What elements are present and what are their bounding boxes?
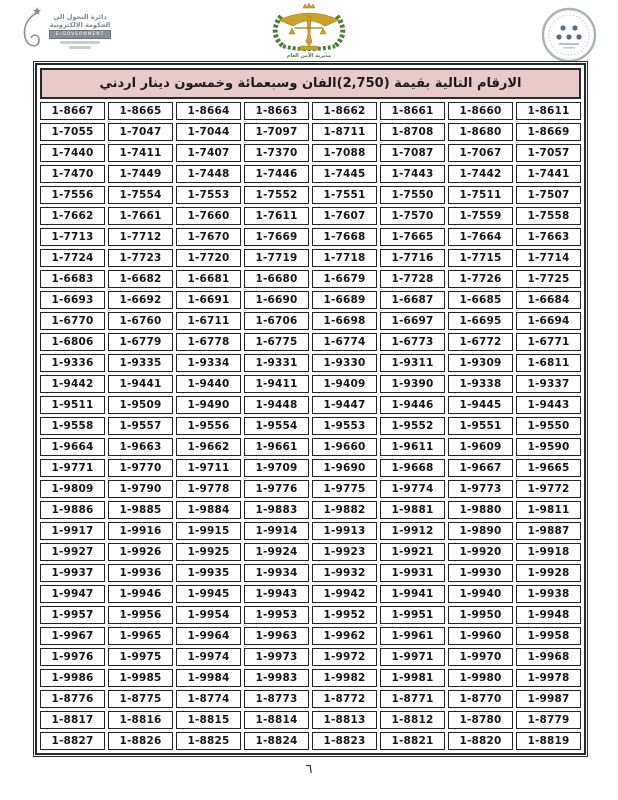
number-cell: 1-7411 bbox=[108, 144, 173, 162]
egov-fine-print-2 bbox=[69, 46, 91, 49]
number-cell: 1-8708 bbox=[380, 123, 445, 141]
number-cell: 1-9982 bbox=[312, 669, 377, 687]
number-cell: 1-6773 bbox=[380, 333, 445, 351]
number-cell: 1-6685 bbox=[448, 291, 513, 309]
number-cell: 1-6779 bbox=[108, 333, 173, 351]
table-row bbox=[40, 480, 581, 498]
number-cell: 1-9962 bbox=[312, 627, 377, 645]
number-cell: 1-9447 bbox=[312, 396, 377, 414]
number-cell: 1-9928 bbox=[516, 564, 581, 582]
numbers-table bbox=[33, 61, 588, 757]
number-cell: 1-7728 bbox=[380, 270, 445, 288]
egov-line-2: الحكومة الالكترونية bbox=[49, 21, 111, 29]
table-row bbox=[40, 648, 581, 666]
table-row bbox=[40, 123, 581, 141]
number-cell: 1-6771 bbox=[516, 333, 581, 351]
number-cell: 1-9945 bbox=[176, 585, 241, 603]
number-cell: 1-9665 bbox=[516, 459, 581, 477]
number-cell: 1-7370 bbox=[244, 144, 309, 162]
number-cell: 1-7556 bbox=[40, 186, 105, 204]
table-row bbox=[40, 291, 581, 309]
public-security-emblem bbox=[263, 2, 355, 64]
number-cell: 1-9880 bbox=[448, 501, 513, 519]
number-cell: 1-9920 bbox=[448, 543, 513, 561]
number-cell: 1-7044 bbox=[176, 123, 241, 141]
number-cell: 1-9960 bbox=[448, 627, 513, 645]
number-cell: 1-9335 bbox=[108, 354, 173, 372]
number-cell: 1-6693 bbox=[40, 291, 105, 309]
number-cell: 1-6679 bbox=[312, 270, 377, 288]
number-cell: 1-9931 bbox=[380, 564, 445, 582]
number-cell: 1-9914 bbox=[244, 522, 309, 540]
number-cell: 1-9883 bbox=[244, 501, 309, 519]
number-cell: 1-9330 bbox=[312, 354, 377, 372]
number-cell: 1-9943 bbox=[244, 585, 309, 603]
number-cell: 1-9334 bbox=[176, 354, 241, 372]
number-cell: 1-9983 bbox=[244, 669, 309, 687]
number-cell: 1-9957 bbox=[40, 606, 105, 624]
table-row bbox=[40, 543, 581, 561]
number-cell: 1-9948 bbox=[516, 606, 581, 624]
number-cell: 1-7670 bbox=[176, 228, 241, 246]
number-cell: 1-9778 bbox=[176, 480, 241, 498]
number-cell: 1-7097 bbox=[244, 123, 309, 141]
table-row bbox=[40, 522, 581, 540]
number-cell: 1-9774 bbox=[380, 480, 445, 498]
number-cell: 1-9882 bbox=[312, 501, 377, 519]
number-cell: 1-7443 bbox=[380, 165, 445, 183]
table-row bbox=[40, 270, 581, 288]
number-cell: 1-9954 bbox=[176, 606, 241, 624]
number-cell: 1-9772 bbox=[516, 480, 581, 498]
number-cell: 1-9390 bbox=[380, 375, 445, 393]
number-cell: 1-8660 bbox=[448, 102, 513, 120]
number-cell: 1-9927 bbox=[40, 543, 105, 561]
number-cell: 1-7720 bbox=[176, 249, 241, 267]
number-cell: 1-7446 bbox=[244, 165, 309, 183]
table-row bbox=[40, 375, 581, 393]
number-cell: 1-9311 bbox=[380, 354, 445, 372]
number-cell: 1-9442 bbox=[40, 375, 105, 393]
number-cell: 1-8819 bbox=[516, 732, 581, 750]
table-title: الارقام التالية بقيمة (2,750)الفان وسبعمائة وخمسون دينار اردني bbox=[40, 68, 581, 99]
number-cell: 1-7559 bbox=[448, 207, 513, 225]
number-cell: 1-7718 bbox=[312, 249, 377, 267]
number-cell: 1-9890 bbox=[448, 522, 513, 540]
number-cell: 1-9940 bbox=[448, 585, 513, 603]
number-cell: 1-9664 bbox=[40, 438, 105, 456]
number-cell: 1-9668 bbox=[380, 459, 445, 477]
number-cell: 1-7441 bbox=[516, 165, 581, 183]
number-cell: 1-6772 bbox=[448, 333, 513, 351]
number-cell: 1-9935 bbox=[176, 564, 241, 582]
number-cell: 1-8771 bbox=[380, 690, 445, 708]
number-cell: 1-9552 bbox=[380, 417, 445, 435]
number-cell: 1-9881 bbox=[380, 501, 445, 519]
table-row bbox=[40, 186, 581, 204]
table-row bbox=[40, 249, 581, 267]
number-cell: 1-9411 bbox=[244, 375, 309, 393]
number-cell: 1-7047 bbox=[108, 123, 173, 141]
number-cell: 1-8663 bbox=[244, 102, 309, 120]
number-cell: 1-9663 bbox=[108, 438, 173, 456]
table-row bbox=[40, 564, 581, 582]
number-cell: 1-7552 bbox=[244, 186, 309, 204]
number-cell: 1-9980 bbox=[448, 669, 513, 687]
number-cell: 1-7668 bbox=[312, 228, 377, 246]
number-cell: 1-9953 bbox=[244, 606, 309, 624]
egov-banner: E-GOVERNMENT bbox=[49, 30, 111, 39]
number-cell: 1-9338 bbox=[448, 375, 513, 393]
number-cell: 1-7660 bbox=[176, 207, 241, 225]
number-cell: 1-9967 bbox=[40, 627, 105, 645]
number-cell: 1-9942 bbox=[312, 585, 377, 603]
number-cell: 1-9811 bbox=[516, 501, 581, 519]
egov-logo-text bbox=[44, 13, 116, 51]
number-cell: 1-6811 bbox=[516, 354, 581, 372]
number-cell: 1-9936 bbox=[108, 564, 173, 582]
number-cell: 1-9951 bbox=[380, 606, 445, 624]
number-cell: 1-8776 bbox=[40, 690, 105, 708]
egov-logo bbox=[16, 4, 126, 62]
number-cell: 1-7057 bbox=[516, 144, 581, 162]
number-cell: 1-8780 bbox=[448, 711, 513, 729]
egov-swirl-icon bbox=[16, 4, 44, 62]
number-cell: 1-9790 bbox=[108, 480, 173, 498]
table-row bbox=[40, 627, 581, 645]
number-cell: 1-9950 bbox=[448, 606, 513, 624]
number-cell: 1-7661 bbox=[108, 207, 173, 225]
number-cell: 1-8824 bbox=[244, 732, 309, 750]
number-cell: 1-9558 bbox=[40, 417, 105, 435]
number-cell: 1-8826 bbox=[108, 732, 173, 750]
number-cell: 1-6690 bbox=[244, 291, 309, 309]
number-cell: 1-6689 bbox=[312, 291, 377, 309]
number-cell: 1-7669 bbox=[244, 228, 309, 246]
table-row bbox=[40, 732, 581, 750]
number-cell: 1-6711 bbox=[176, 312, 241, 330]
number-cell: 1-9446 bbox=[380, 396, 445, 414]
table-row bbox=[40, 417, 581, 435]
number-cell: 1-7611 bbox=[244, 207, 309, 225]
number-cell: 1-9984 bbox=[176, 669, 241, 687]
table-row bbox=[40, 438, 581, 456]
number-cell: 1-9662 bbox=[176, 438, 241, 456]
number-cell: 1-7662 bbox=[40, 207, 105, 225]
number-cell: 1-8772 bbox=[312, 690, 377, 708]
number-cell: 1-6697 bbox=[380, 312, 445, 330]
number-cell: 1-8775 bbox=[108, 690, 173, 708]
page-number: ٦ bbox=[305, 762, 313, 777]
number-cell: 1-7713 bbox=[40, 228, 105, 246]
number-cell: 1-6806 bbox=[40, 333, 105, 351]
number-cell: 1-9773 bbox=[448, 480, 513, 498]
number-cell: 1-6684 bbox=[516, 291, 581, 309]
number-cell: 1-8815 bbox=[176, 711, 241, 729]
table-row bbox=[40, 396, 581, 414]
number-cell: 1-9956 bbox=[108, 606, 173, 624]
number-cell: 1-9776 bbox=[244, 480, 309, 498]
number-cell: 1-7470 bbox=[40, 165, 105, 183]
number-cell: 1-9964 bbox=[176, 627, 241, 645]
number-cell: 1-9918 bbox=[516, 543, 581, 561]
number-cell: 1-8665 bbox=[108, 102, 173, 120]
number-cell: 1-7558 bbox=[516, 207, 581, 225]
number-cell: 1-9970 bbox=[448, 648, 513, 666]
number-cell: 1-9987 bbox=[516, 690, 581, 708]
number-cell: 1-9775 bbox=[312, 480, 377, 498]
number-cell: 1-9660 bbox=[312, 438, 377, 456]
egov-fine-print bbox=[60, 41, 100, 44]
number-cell: 1-9553 bbox=[312, 417, 377, 435]
number-cell: 1-9938 bbox=[516, 585, 581, 603]
number-cell: 1-6770 bbox=[40, 312, 105, 330]
number-cell: 1-7726 bbox=[448, 270, 513, 288]
number-cell: 1-7554 bbox=[108, 186, 173, 204]
table-row bbox=[40, 669, 581, 687]
number-cell: 1-8816 bbox=[108, 711, 173, 729]
number-cell: 1-7607 bbox=[312, 207, 377, 225]
number-cell: 1-9916 bbox=[108, 522, 173, 540]
number-cell: 1-9932 bbox=[312, 564, 377, 582]
number-cell: 1-7665 bbox=[380, 228, 445, 246]
number-cell: 1-6683 bbox=[40, 270, 105, 288]
number-cell: 1-9976 bbox=[40, 648, 105, 666]
number-cell: 1-9958 bbox=[516, 627, 581, 645]
number-cell: 1-8827 bbox=[40, 732, 105, 750]
table-row bbox=[40, 690, 581, 708]
number-cell: 1-9973 bbox=[244, 648, 309, 666]
number-cell: 1-9550 bbox=[516, 417, 581, 435]
number-cell: 1-7055 bbox=[40, 123, 105, 141]
number-cell: 1-6681 bbox=[176, 270, 241, 288]
number-cell: 1-6695 bbox=[448, 312, 513, 330]
number-cell: 1-9915 bbox=[176, 522, 241, 540]
number-cell: 1-9884 bbox=[176, 501, 241, 519]
number-cell: 1-8770 bbox=[448, 690, 513, 708]
number-cell: 1-9661 bbox=[244, 438, 309, 456]
number-cell: 1-8662 bbox=[312, 102, 377, 120]
table-row bbox=[40, 585, 581, 603]
number-cell: 1-6682 bbox=[108, 270, 173, 288]
number-cell: 1-9690 bbox=[312, 459, 377, 477]
number-cell: 1-9930 bbox=[448, 564, 513, 582]
number-cell: 1-9913 bbox=[312, 522, 377, 540]
number-cell: 1-9965 bbox=[108, 627, 173, 645]
table-title-row bbox=[40, 68, 581, 99]
number-cell: 1-6680 bbox=[244, 270, 309, 288]
round-seal bbox=[538, 6, 600, 64]
number-cell: 1-9934 bbox=[244, 564, 309, 582]
number-cell: 1-6706 bbox=[244, 312, 309, 330]
number-cell: 1-7445 bbox=[312, 165, 377, 183]
number-cell: 1-7663 bbox=[516, 228, 581, 246]
number-cell: 1-8669 bbox=[516, 123, 581, 141]
number-cell: 1-7088 bbox=[312, 144, 377, 162]
number-cell: 1-8814 bbox=[244, 711, 309, 729]
number-cell: 1-6687 bbox=[380, 291, 445, 309]
number-cell: 1-9440 bbox=[176, 375, 241, 393]
number-cell: 1-8661 bbox=[380, 102, 445, 120]
number-cell: 1-9974 bbox=[176, 648, 241, 666]
number-cell: 1-8667 bbox=[40, 102, 105, 120]
number-cell: 1-9971 bbox=[380, 648, 445, 666]
number-cell: 1-8812 bbox=[380, 711, 445, 729]
number-cell: 1-9667 bbox=[448, 459, 513, 477]
number-cell: 1-9912 bbox=[380, 522, 445, 540]
numbers-body bbox=[40, 68, 581, 750]
number-cell: 1-8813 bbox=[312, 711, 377, 729]
number-cell: 1-7716 bbox=[380, 249, 445, 267]
number-cell: 1-7087 bbox=[380, 144, 445, 162]
number-cell: 1-9809 bbox=[40, 480, 105, 498]
number-cell: 1-9609 bbox=[448, 438, 513, 456]
emblem-caption: مديرية الأمن العام bbox=[286, 53, 332, 59]
number-cell: 1-9946 bbox=[108, 585, 173, 603]
number-cell: 1-9923 bbox=[312, 543, 377, 561]
number-cell: 1-6694 bbox=[516, 312, 581, 330]
number-cell: 1-9961 bbox=[380, 627, 445, 645]
number-cell: 1-9978 bbox=[516, 669, 581, 687]
number-cell: 1-6760 bbox=[108, 312, 173, 330]
number-cell: 1-9409 bbox=[312, 375, 377, 393]
number-cell: 1-9952 bbox=[312, 606, 377, 624]
number-cell: 1-7553 bbox=[176, 186, 241, 204]
number-cell: 1-8611 bbox=[516, 102, 581, 120]
table-row bbox=[40, 312, 581, 330]
number-cell: 1-9941 bbox=[380, 585, 445, 603]
number-cell: 1-8825 bbox=[176, 732, 241, 750]
number-cell: 1-9556 bbox=[176, 417, 241, 435]
number-cell: 1-9986 bbox=[40, 669, 105, 687]
number-cell: 1-9445 bbox=[448, 396, 513, 414]
number-cell: 1-7724 bbox=[40, 249, 105, 267]
number-cell: 1-9771 bbox=[40, 459, 105, 477]
number-cell: 1-7725 bbox=[516, 270, 581, 288]
number-cell: 1-9926 bbox=[108, 543, 173, 561]
number-cell: 1-9551 bbox=[448, 417, 513, 435]
number-cell: 1-8664 bbox=[176, 102, 241, 120]
number-cell: 1-9947 bbox=[40, 585, 105, 603]
number-cell: 1-9711 bbox=[176, 459, 241, 477]
number-cell: 1-9917 bbox=[40, 522, 105, 540]
number-cell: 1-8680 bbox=[448, 123, 513, 141]
number-cell: 1-8773 bbox=[244, 690, 309, 708]
number-cell: 1-9885 bbox=[108, 501, 173, 519]
number-cell: 1-9770 bbox=[108, 459, 173, 477]
number-cell: 1-9709 bbox=[244, 459, 309, 477]
table-row bbox=[40, 333, 581, 351]
number-cell: 1-9975 bbox=[108, 648, 173, 666]
number-cell: 1-9309 bbox=[448, 354, 513, 372]
number-cell: 1-9887 bbox=[516, 522, 581, 540]
number-cell: 1-8817 bbox=[40, 711, 105, 729]
number-cell: 1-7407 bbox=[176, 144, 241, 162]
number-cell: 1-9925 bbox=[176, 543, 241, 561]
number-cell: 1-8779 bbox=[516, 711, 581, 729]
number-cell: 1-9981 bbox=[380, 669, 445, 687]
number-cell: 1-7664 bbox=[448, 228, 513, 246]
table-row bbox=[40, 144, 581, 162]
table-row bbox=[40, 207, 581, 225]
number-cell: 1-9611 bbox=[380, 438, 445, 456]
number-cell: 1-9972 bbox=[312, 648, 377, 666]
number-cell: 1-7551 bbox=[312, 186, 377, 204]
table-row bbox=[40, 711, 581, 729]
number-cell: 1-8820 bbox=[448, 732, 513, 750]
table-row bbox=[40, 501, 581, 519]
number-cell: 1-6775 bbox=[244, 333, 309, 351]
number-cell: 1-7723 bbox=[108, 249, 173, 267]
number-cell: 1-8711 bbox=[312, 123, 377, 141]
number-cell: 1-7507 bbox=[516, 186, 581, 204]
number-cell: 1-8823 bbox=[312, 732, 377, 750]
table-row bbox=[40, 354, 581, 372]
number-cell: 1-9590 bbox=[516, 438, 581, 456]
number-cell: 1-6698 bbox=[312, 312, 377, 330]
number-cell: 1-7719 bbox=[244, 249, 309, 267]
number-cell: 1-7448 bbox=[176, 165, 241, 183]
egov-line-1: دائرة التحول الى bbox=[53, 13, 107, 21]
number-cell: 1-9441 bbox=[108, 375, 173, 393]
number-cell: 1-7715 bbox=[448, 249, 513, 267]
number-cell: 1-7449 bbox=[108, 165, 173, 183]
number-cell: 1-9921 bbox=[380, 543, 445, 561]
table-row bbox=[40, 102, 581, 120]
number-cell: 1-9336 bbox=[40, 354, 105, 372]
number-cell: 1-9886 bbox=[40, 501, 105, 519]
number-cell: 1-6778 bbox=[176, 333, 241, 351]
number-cell: 1-9968 bbox=[516, 648, 581, 666]
number-cell: 1-6774 bbox=[312, 333, 377, 351]
number-cell: 1-9448 bbox=[244, 396, 309, 414]
table-row bbox=[40, 228, 581, 246]
number-cell: 1-7440 bbox=[40, 144, 105, 162]
number-cell: 1-7511 bbox=[448, 186, 513, 204]
number-cell: 1-7712 bbox=[108, 228, 173, 246]
number-cell: 1-8774 bbox=[176, 690, 241, 708]
number-cell: 1-7442 bbox=[448, 165, 513, 183]
number-cell: 1-9924 bbox=[244, 543, 309, 561]
number-cell: 1-9557 bbox=[108, 417, 173, 435]
number-cell: 1-9985 bbox=[108, 669, 173, 687]
number-cell: 1-9337 bbox=[516, 375, 581, 393]
number-cell: 1-7067 bbox=[448, 144, 513, 162]
number-cell: 1-9331 bbox=[244, 354, 309, 372]
number-cell: 1-9443 bbox=[516, 396, 581, 414]
number-cell: 1-8821 bbox=[380, 732, 445, 750]
number-cell: 1-7570 bbox=[380, 207, 445, 225]
number-cell: 1-7550 bbox=[380, 186, 445, 204]
number-cell: 1-7714 bbox=[516, 249, 581, 267]
number-cell: 1-9511 bbox=[40, 396, 105, 414]
number-cell: 1-9490 bbox=[176, 396, 241, 414]
number-cell: 1-9509 bbox=[108, 396, 173, 414]
table-row bbox=[40, 606, 581, 624]
table-row bbox=[40, 165, 581, 183]
number-cell: 1-9937 bbox=[40, 564, 105, 582]
number-cell: 1-9554 bbox=[244, 417, 309, 435]
table-row bbox=[40, 459, 581, 477]
number-cell: 1-6691 bbox=[176, 291, 241, 309]
number-cell: 1-9963 bbox=[244, 627, 309, 645]
number-cell: 1-6692 bbox=[108, 291, 173, 309]
